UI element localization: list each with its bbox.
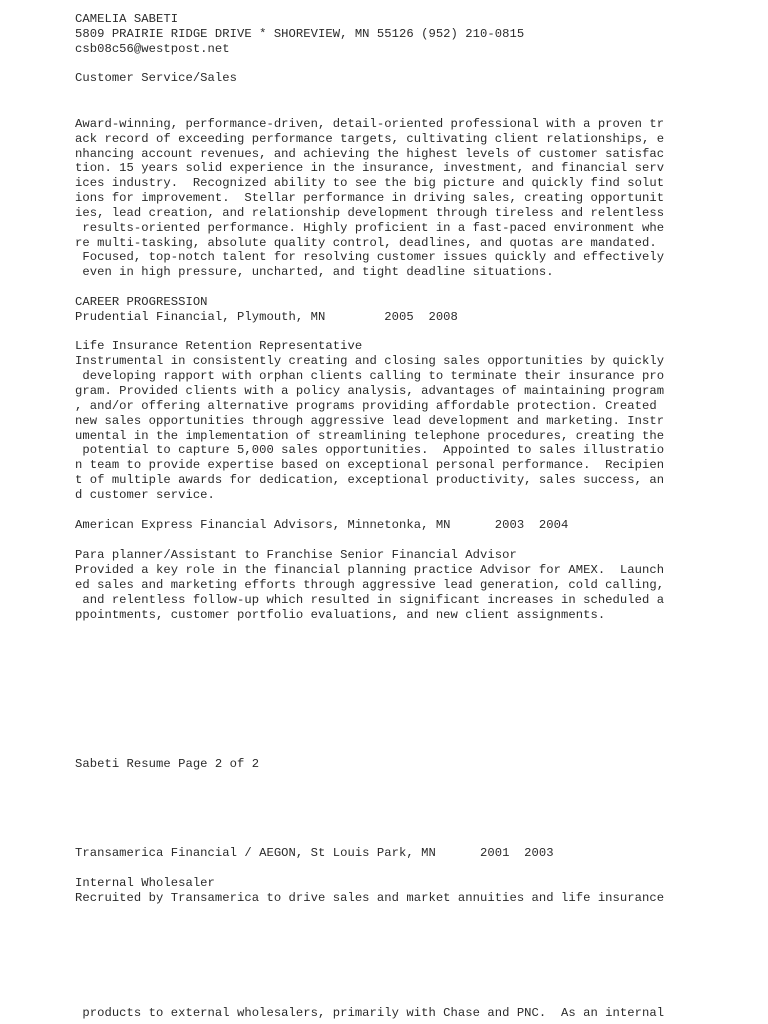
summary-line: re multi-tasking, absolute quality control, deadlines, and quotas are mandated. <box>75 236 657 250</box>
summary-line: nhancing account revenues, and achieving the highest levels of customer satisfac <box>75 147 665 161</box>
summary-line: ies, lead creation, and relationship development through tireless and relentless <box>75 206 665 220</box>
summary-line: ices industry. Recognized ability to see the big picture and quickly find solut <box>75 176 665 190</box>
candidate-name: CAMELIA SABETI <box>75 12 179 26</box>
job-description-line: t of multiple awards for dedication, exceptional productivity, sales success, an <box>75 473 665 487</box>
summary-line: results-oriented performance. Highly proficient in a fast-paced environment whe <box>75 221 665 235</box>
job-description-line: , and/or offering alternative programs providing affordable protection. Created <box>75 399 657 413</box>
page-marker: Sabeti Resume Page 2 of 2 <box>75 757 260 771</box>
objective: Customer Service/Sales <box>75 71 238 85</box>
job-description-line: ppointments, customer portfolio evaluations, and new client assignments. <box>75 608 606 622</box>
summary-line: Award-winning, performance-driven, detail-oriented professional with a proven tr <box>75 117 665 131</box>
job-description-line: n team to provide expertise based on exceptional personal performance. Recipien <box>75 458 665 472</box>
continuation-line: products to external wholesalers, primarily with Chase and PNC. As an internal <box>75 1006 665 1020</box>
summary-line: ions for improvement. Stellar performance in driving sales, creating opportunit <box>75 191 665 205</box>
job-description-line: umental in the implementation of streamlining telephone procedures, creating the <box>75 429 665 443</box>
job-description-line: Recruited by Transamerica to drive sales and market annuities and life insurance <box>75 891 665 905</box>
job-company: American Express Financial Advisors, Minnetonka, MN 2003 2004 <box>75 518 569 532</box>
job-description-line: Provided a key role in the financial planning practice Advisor for AMEX. Launch <box>75 563 665 577</box>
summary-line: even in high pressure, uncharted, and tight deadline situations. <box>75 265 554 279</box>
job-company: Prudential Financial, Plymouth, MN 2005 2008 <box>75 310 458 324</box>
summary-line: Focused, top-notch talent for resolving customer issues quickly and effectively <box>75 250 665 264</box>
job-description-line: Instrumental in consistently creating and closing sales opportunities by quickly <box>75 354 665 368</box>
job-description-line: d customer service. <box>75 488 215 502</box>
job-description-line: gram. Provided clients with a policy analysis, advantages of maintaining program <box>75 384 665 398</box>
contact-email: csb08c56@westpost.net <box>75 42 230 56</box>
job-title: Para planner/Assistant to Franchise Senior Financial Advisor <box>75 548 517 562</box>
summary-line: ack record of exceeding performance targets, cultivating client relationships, e <box>75 132 665 146</box>
job-title: Life Insurance Retention Representative <box>75 339 363 353</box>
job-description-line: new sales opportunities through aggressive lead development and marketing. Instr <box>75 414 665 428</box>
job-description-line: potential to capture 5,000 sales opportunities. Appointed to sales illustratio <box>75 443 665 457</box>
job-title: Internal Wholesaler <box>75 876 215 890</box>
section-heading: CAREER PROGRESSION <box>75 295 208 309</box>
job-company: Transamerica Financial / AEGON, St Louis Park, MN 2001 2003 <box>75 846 554 860</box>
job-description-line: and relentless follow-up which resulted in significant increases in scheduled a <box>75 593 665 607</box>
job-description-line: ed sales and marketing efforts through aggressive lead generation, cold calling, <box>75 578 665 592</box>
job-description-line: developing rapport with orphan clients calling to terminate their insurance pro <box>75 369 665 383</box>
contact-address: 5809 PRAIRIE RIDGE DRIVE * SHOREVIEW, MN 55126 (952) 210-0815 <box>75 27 525 41</box>
summary-line: tion. 15 years solid experience in the insurance, investment, and financial serv <box>75 161 665 175</box>
